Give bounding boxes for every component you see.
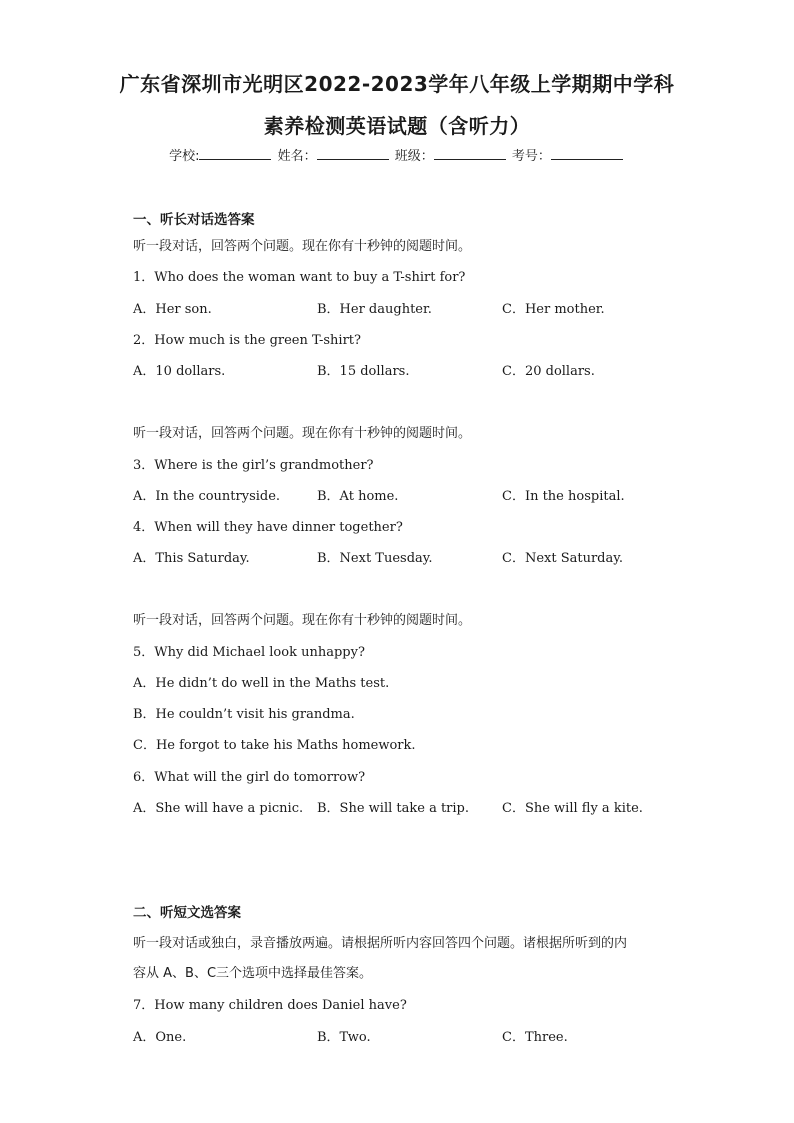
question-7: 7．How many children does Daniel have?	[133, 998, 407, 1013]
q6-option-a[interactable]: A．She will have a picnic.	[133, 801, 304, 816]
q3-option-c[interactable]: C．In the hospital.	[502, 489, 625, 504]
school-blank[interactable]	[199, 147, 271, 160]
question-6: 6．What will the girl do tomorrow?	[133, 770, 366, 785]
section2-heading: 二、听短文选答案	[133, 905, 241, 921]
q2-option-a[interactable]: A．10 dollars.	[133, 364, 226, 379]
q2-option-b[interactable]: B．15 dollars.	[317, 364, 410, 379]
student-info-row	[0, 145, 794, 164]
section1-heading: 一、听长对话选答案	[133, 212, 255, 228]
q1-option-a[interactable]: A．Her son.	[133, 302, 212, 317]
exam-no-blank[interactable]	[551, 147, 623, 160]
document-title-line2: 素养检测英语试题（含听力）	[263, 114, 531, 138]
q6-option-b[interactable]: B．She will take a trip.	[317, 801, 470, 816]
q6-option-c[interactable]: C．She will fly a kite.	[502, 801, 643, 816]
section1-instruction: 听一段对话，回答两个问题。现在你有十秒钟的阅题时间。	[133, 239, 472, 254]
q7-option-a[interactable]: A．One.	[133, 1030, 187, 1045]
q5-option-b[interactable]: B．He couldn’t visit his grandma.	[133, 707, 355, 722]
q1-option-c[interactable]: C．Her mother.	[502, 302, 605, 317]
question-1: 1．Who does the woman want to buy a T-shirt for?	[133, 270, 466, 285]
q5-option-a[interactable]: A．He didn’t do well in the Maths test.	[133, 676, 390, 691]
q1-option-b[interactable]: B．Her daughter.	[317, 302, 432, 317]
question-3: 3．Where is the girl’s grandmother?	[133, 458, 374, 473]
q2-option-c[interactable]: C．20 dollars.	[502, 364, 595, 379]
question-4: 4．When will they have dinner together?	[133, 520, 403, 535]
q3-option-b[interactable]: B．At home.	[317, 489, 399, 504]
q7-option-c[interactable]: C．Three.	[502, 1030, 568, 1045]
name-label: 姓名：	[277, 149, 317, 164]
name-blank[interactable]	[317, 147, 389, 160]
section1-instruction-2: 听一段对话，回答两个问题。现在你有十秒钟的阅题时间。	[133, 426, 472, 441]
class-blank[interactable]	[434, 147, 506, 160]
q4-option-b[interactable]: B．Next Tuesday.	[317, 551, 433, 566]
document-title-line1: 广东省深圳市光明区2022-2023学年八年级上学期期中学科	[119, 72, 675, 96]
q3-option-a[interactable]: A．In the countryside.	[133, 489, 281, 504]
school-label: 学校:	[169, 149, 200, 164]
section2-instruction-line2: 容从 A、B、C三个选项中选择最佳答案。	[133, 966, 373, 981]
q4-option-c[interactable]: C．Next Saturday.	[502, 551, 623, 566]
q7-option-b[interactable]: B．Two.	[317, 1030, 371, 1045]
q4-option-a[interactable]: A．This Saturday.	[133, 551, 250, 566]
question-2: 2．How much is the green T-shirt?	[133, 333, 361, 348]
q5-option-c[interactable]: C．He forgot to take his Maths homework.	[133, 738, 416, 753]
question-5: 5．Why did Michael look unhappy?	[133, 645, 365, 660]
section2-instruction-line1: 听一段对话或独白，录音播放两遍。请根据所听内容回答四个问题。诸根据所听到的内	[133, 936, 628, 951]
class-label: 班级：	[394, 149, 434, 164]
section1-instruction-3: 听一段对话，回答两个问题。现在你有十秒钟的阅题时间。	[133, 613, 472, 628]
exam-no-label: 考号：	[511, 149, 551, 164]
